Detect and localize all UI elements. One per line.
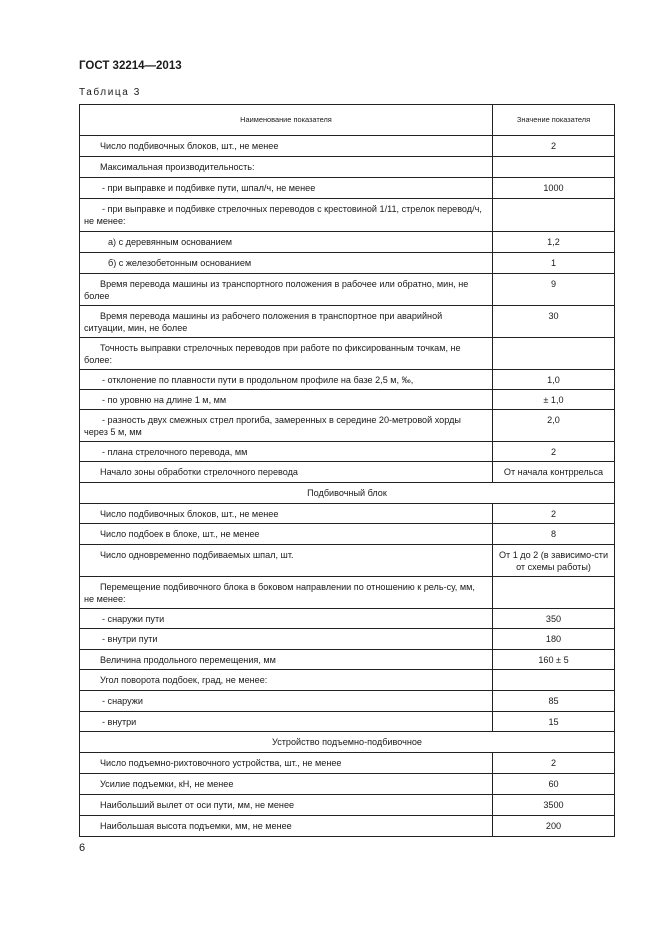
table-row [80,232,615,253]
table-row [80,795,615,816]
parameter-value: 1 [493,253,615,274]
parameter-name: Наибольший вылет от оси пути, мм, не менее [80,795,493,816]
parameter-name: Время перевода машины из рабочего положения в транспортное при аварийной ситуации, мин, не более [80,306,493,338]
parameter-name: - снаружи пути [80,609,493,629]
table-row [80,157,615,178]
parameter-value: 1,0 [493,370,615,390]
parameter-name: - плана стрелочного перевода, мм [80,442,493,462]
parameter-name: Время перевода машины из транспортного положения в рабочее или обратно, мин, не более [80,274,493,306]
parameter-name: - внутри [80,712,493,732]
parameter-name: Начало зоны обработки стрелочного перевода [80,462,493,483]
table-row [80,338,615,370]
table-section-row [80,483,615,504]
table-row [80,691,615,712]
table-row [80,504,615,524]
parameter-value: 2,0 [493,410,615,442]
section-title: Подбивочный блок [80,483,615,504]
table-row [80,410,615,442]
parameter-value: 60 [493,774,615,795]
parameter-name: Перемещение подбивочного блока в боковом направлении по отношению к рель-су, мм, не менее: [80,577,493,609]
parameter-value: От начала контррельса [493,462,615,483]
table-row [80,670,615,691]
parameter-name: Число подъемно-рихтовочного устройства, шт., не менее [80,753,493,774]
table-row [80,545,615,577]
table-row [80,274,615,306]
table-row [80,199,615,232]
parameter-name: - при выправке и подбивке стрелочных переводов с крестовиной 1/11, стрелок перевод/ч, не менее: [80,199,493,232]
parameter-name: - разность двух смежных стрел прогиба, замеренных в середине 20-метровой хорды через 5 м, мм [80,410,493,442]
parameter-value: 2 [493,136,615,157]
parameter-value [493,199,615,232]
parameter-name: Усилие подъемки, кН, не менее [80,774,493,795]
parameter-value: 9 [493,274,615,306]
parameter-value: 15 [493,712,615,732]
parameter-value: 2 [493,442,615,462]
table-caption: Таблица 3 [79,87,141,98]
section-title: Устройство подъемно-подбивочное [80,732,615,753]
table-body [80,136,615,837]
parameter-value: 2 [493,753,615,774]
table-row [80,524,615,545]
table-row [80,774,615,795]
column-header-value: Значение показателя [493,105,615,136]
parameter-name: Величина продольного перемещения, мм [80,650,493,670]
table-row [80,816,615,837]
parameter-value: 2 [493,504,615,524]
parameter-name: Наибольшая высота подъемки, мм, не менее [80,816,493,837]
parameter-value: 1,2 [493,232,615,253]
parameter-value [493,670,615,691]
table-row [80,390,615,410]
table-row [80,370,615,390]
parameters-table [79,104,615,837]
parameter-value: 180 [493,629,615,650]
parameter-name: Число подбивочных блоков, шт., не менее [80,136,493,157]
table-row [80,712,615,732]
parameter-name: Максимальная производительность: [80,157,493,178]
parameter-name: Угол поворота подбоек, град, не менее: [80,670,493,691]
table-row [80,136,615,157]
parameter-name: Точность выправки стрелочных переводов при работе по фиксированным точкам, не более: [80,338,493,370]
parameter-name: - отклонение по плавности пути в продольном профиле на базе 2,5 м, ‰, [80,370,493,390]
table-header-row [80,105,615,136]
parameter-value: От 1 до 2 (в зависимо-сти от схемы работы) [493,545,615,577]
parameter-name: Число одновременно подбиваемых шпал, шт. [80,545,493,577]
table-row [80,306,615,338]
page-number: 6 [79,842,86,854]
table-row [80,753,615,774]
parameter-name: Число подбоек в блоке, шт., не менее [80,524,493,545]
table-section-row [80,732,615,753]
table-row [80,577,615,609]
parameter-name: - снаружи [80,691,493,712]
parameter-value: 30 [493,306,615,338]
parameter-value: 85 [493,691,615,712]
table-row [80,178,615,199]
parameter-name: - при выправке и подбивке пути, шпал/ч, не менее [80,178,493,199]
parameter-value: ± 1,0 [493,390,615,410]
parameter-name: а) с деревянным основанием [80,232,493,253]
table-row [80,609,615,629]
parameter-value [493,157,615,178]
parameter-value: 350 [493,609,615,629]
table-row [80,629,615,650]
table-row [80,442,615,462]
table-row [80,650,615,670]
parameter-value: 160 ± 5 [493,650,615,670]
table-row [80,253,615,274]
parameter-name: б) с железобетонным основанием [80,253,493,274]
column-header-name: Наименование показателя [80,105,493,136]
parameter-name: Число подбивочных блоков, шт., не менее [80,504,493,524]
parameter-value: 200 [493,816,615,837]
parameter-value [493,338,615,370]
parameter-value: 3500 [493,795,615,816]
parameter-value [493,577,615,609]
parameter-name: - по уровню на длине 1 м, мм [80,390,493,410]
parameter-name: - внутри пути [80,629,493,650]
document-code: ГОСТ 32214—2013 [79,60,182,72]
table-row [80,462,615,483]
parameter-value: 1000 [493,178,615,199]
parameter-value: 8 [493,524,615,545]
